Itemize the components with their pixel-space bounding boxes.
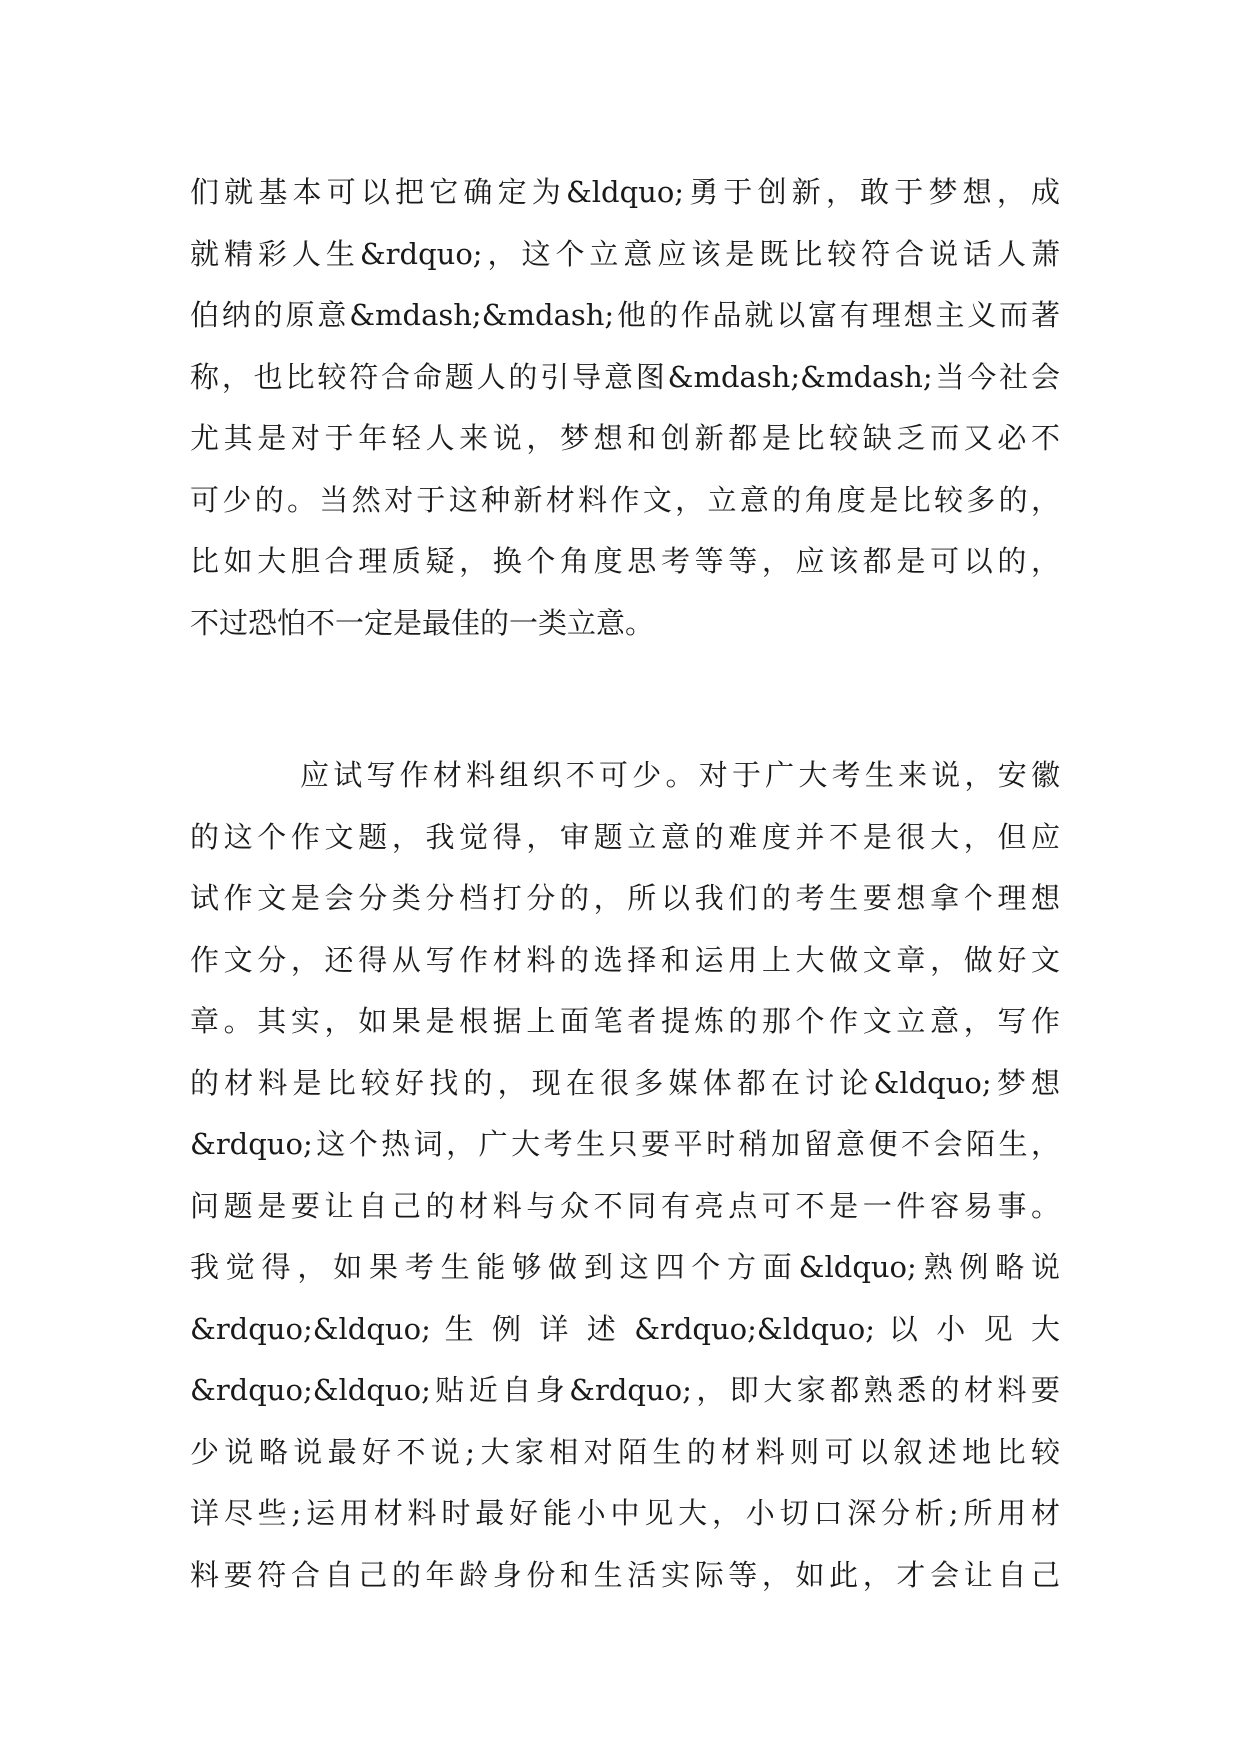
text-line: &rdquo;&ldquo; 生 例 详 述 &rdquo;&ldquo; 以 小 见 大 (190, 1311, 1060, 1346)
text-line: 料要符合自己的年龄身份和生活实际等，如此，才会让自己 (190, 1557, 1060, 1592)
paragraph-1 (190, 162, 1060, 654)
text-line: 章。其实，如果是根据上面笔者提炼的那个作文立意，写作 (190, 1004, 1060, 1038)
text-line: 们就基本可以把它确定为&ldquo;勇于创新，敢于梦想，成 (190, 175, 1060, 209)
paragraph-2 (190, 745, 1060, 1606)
text-line: 可少的。当然对于这种新材料作文，立意的角度是比较多的， (190, 482, 1060, 517)
text-line: 详尽些;运用材料时最好能小中见大，小切口深分析;所用材 (190, 1496, 1060, 1530)
text-line: 作文分，还得从写作材料的选择和运用上大做文章，做好文 (190, 942, 1060, 977)
text-line: 不过恐怕不一定是最佳的一类立意。 (190, 605, 655, 640)
text-line: 伯纳的原意&mdash;&mdash;他的作品就以富有理想主义而著 (190, 298, 1060, 332)
text-line: 问题是要让自己的材料与众不同有亮点可不是一件容易事。 (190, 1188, 1060, 1223)
text-line: 应试写作材料组织不可少。对于广大考生来说，安徽 (300, 758, 1060, 792)
text-line: &rdquo;这个热词，广大考生只要平时稍加留意便不会陌生， (190, 1127, 1060, 1161)
text-line: 称，也比较符合命题人的引导意图&mdash;&mdash;当今社会 (190, 359, 1060, 394)
text-line: 我觉得，如果考生能够做到这四个方面&ldquo;熟例略说 (190, 1250, 1060, 1284)
text-line: 的这个作文题，我觉得，审题立意的难度并不是很大，但应 (190, 819, 1060, 854)
text-line: 就精彩人生&rdquo;，这个立意应该是既比较符合说话人萧 (190, 236, 1060, 271)
text-line: 的材料是比较好找的，现在很多媒体都在讨论&ldquo;梦想 (190, 1065, 1060, 1100)
text-line: &rdquo;&ldquo;贴近自身&rdquo;，即大家都熟悉的材料要 (190, 1373, 1060, 1407)
text-line: 少说略说最好不说;大家相对陌生的材料则可以叙述地比较 (190, 1434, 1060, 1469)
text-line: 尤其是对于年轻人来说，梦想和创新都是比较缺乏而又必不 (190, 421, 1060, 455)
text-line: 试作文是会分类分档打分的，所以我们的考生要想拿个理想 (190, 881, 1060, 915)
text-line: 比如大胆合理质疑，换个角度思考等等，应该都是可以的， (190, 544, 1060, 578)
